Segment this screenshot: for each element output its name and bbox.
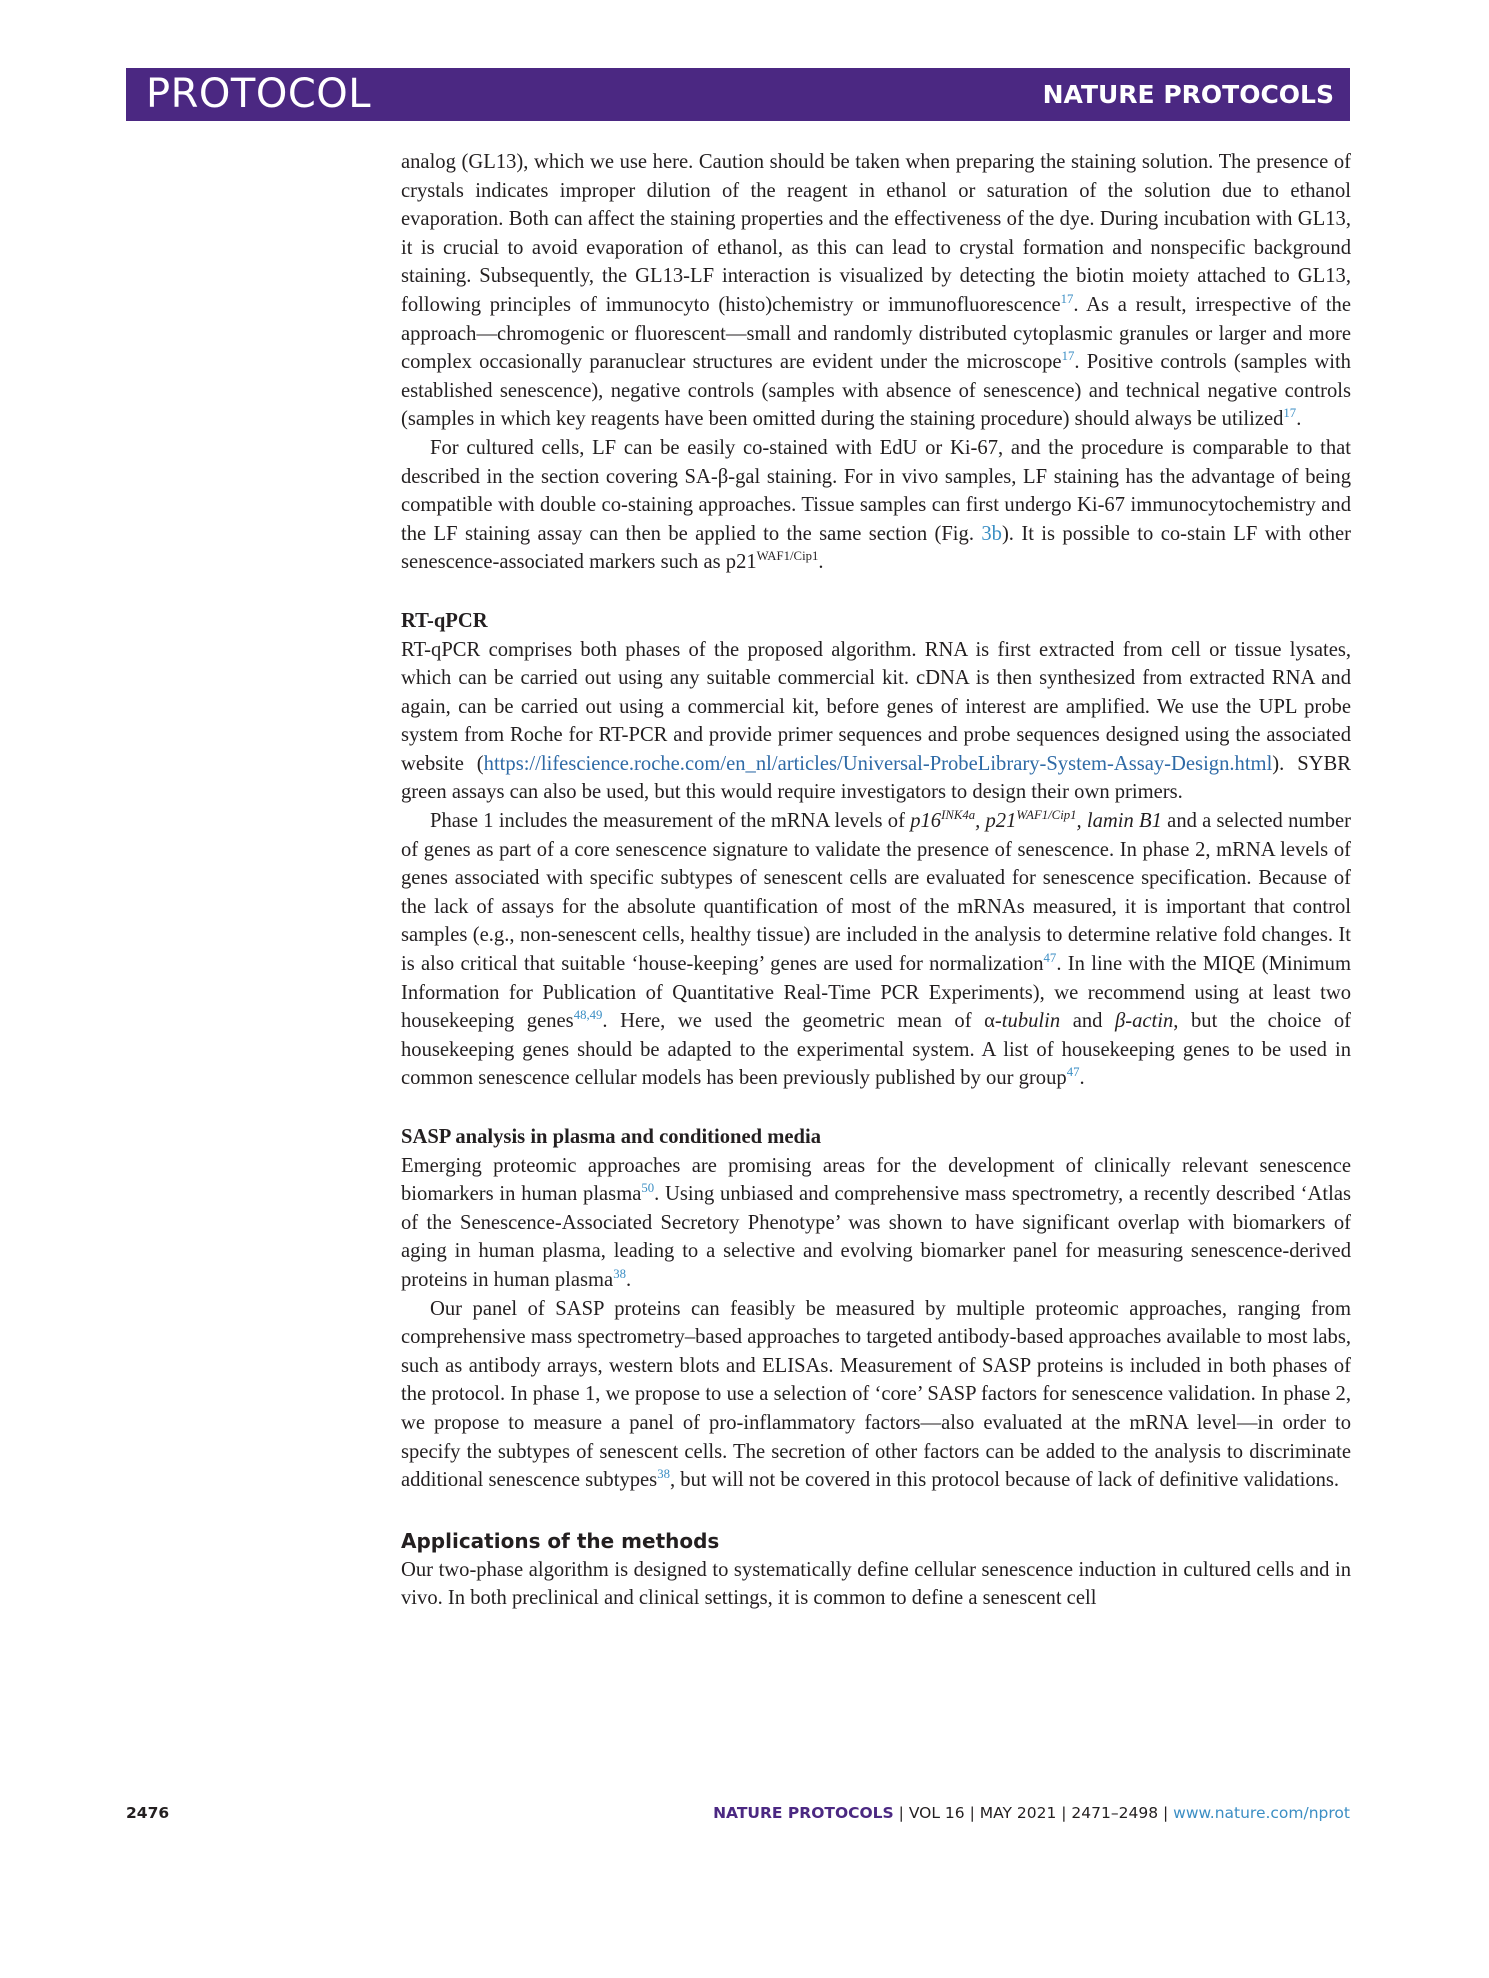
figure-link[interactable]: 3b <box>981 522 1002 545</box>
citation-link[interactable]: 50 <box>641 1181 655 1196</box>
page-number: 2476 <box>126 1804 170 1822</box>
footer-url-link[interactable]: www.nature.com/nprot <box>1173 1804 1350 1822</box>
footer-journal: NATURE PROTOCOLS <box>713 1804 894 1822</box>
citation-link[interactable]: 38 <box>657 1467 670 1482</box>
section-heading-rtqpcr: RT-qPCR <box>401 609 488 632</box>
footer-volume: VOL 16 <box>908 1804 965 1822</box>
paragraph-costaining: For cultured cells, LF can be easily co-stained with EdU or Ki-67, and the procedure is comparable to that described in the section covering SA-β-gal staining. For in vivo samples, LF staining has the advantage of being compatible with double co-staining approaches. Tissue samples can first undergo Ki-67 immunocytochemistry and the LF staining assay can then be applied to the same section (Fig. 3b). It is possible to co-stain LF with other senescence-associated markers such as $p21^{WAF1/Cip1}$. <box>401 436 1351 574</box>
section-heading-applications: Applications of the methods <box>401 1528 720 1553</box>
footer-citation: NATURE PROTOCOLS | VOL 16 | MAY 2021 | 2471–2498 | www.nature.com/nprot <box>713 1804 1350 1822</box>
header-banner <box>126 68 1350 121</box>
paragraph-applications: Our two-phase algorithm is designed to systematically define cellular senescence induction in cultured cells and in vivo. In both preclinical and clinical settings, it is common to define a senescent cell <box>401 1558 1351 1610</box>
paragraph-rtqpcr-intro: RT-qPCR comprises both phases of the proposed algorithm. RNA is first extracted from cell or tissue lysates, which can be carried out using any suitable commercial kit. cDNA is then synthesized from extracted RNA and again, can be carried out using a commercial kit, before genes of interest are amplified. We use the UPL probe system from Roche for RT-PCR and provide primer sequences and probe sequences designed using the associated website (https://lifescience.roche.com/en_nl/articles/Universal-ProbeLibrary-System-Assay-Design.html). SYBR green assays can also be used, but this would require investigators to design their own primers. <box>401 638 1351 804</box>
citation-link[interactable]: 17 <box>1061 349 1075 364</box>
footer-date: MAY 2021 <box>979 1804 1057 1822</box>
roche-upl-link[interactable]: https://lifescience.roche.com/en_nl/articles/Universal-ProbeLibrary-System-Assay-Design.html <box>483 752 1273 775</box>
citation-link[interactable]: 17 <box>1283 406 1297 421</box>
citation-link[interactable]: 17 <box>1060 292 1074 307</box>
journal-name: NATURE PROTOCOLS <box>1042 80 1334 109</box>
citation-link[interactable]: 38 <box>613 1267 626 1282</box>
paragraph-sasp-panel: Our panel of SASP proteins can feasibly be measured by multiple proteomic approaches, ranging from comprehensive mass spectrometry–based approaches to targeted antibody-based approaches available to most labs, such as antibody arrays, western blots and ELISAs. Measurement of SASP proteins is included in both phases of the protocol. In phase 1, we propose to use a selection of ‘core’ SASP factors for senescence validation. In phase 2, we propose to measure a panel of pro-inflammatory factors—also evaluated at the mRNA level—in order to specify the subtypes of senescent cells. The secretion of other factors can be added to the analysis to discriminate additional senescence subtypes$^{38}$, but will not be covered in this protocol because of lack of definitive validations. <box>401 1297 1351 1492</box>
section-label: PROTOCOL <box>146 71 372 117</box>
citation-link[interactable]: 47 <box>1066 1065 1080 1080</box>
footer-pages: 2471–2498 <box>1071 1804 1159 1822</box>
paragraph-rtqpcr-phases: Phase 1 includes the measurement of the mRNA levels of $p16^{INK4a}$, $p21^{WAF1/Cip1}$, lamin B1 and a selected number of genes as part of a core senescence signature to validate the presence of senescence. In phase 2, mRNA levels of genes associated with specific subtypes of senescent cells are evaluated for senescence specification. Because of the lack of assays for the absolute quantification of most of the mRNAs measured, it is important that control samples (e.g., non-senescent cells, healthy tissue) are included in the analysis to determine relative fold changes. It is also critical that suitable ‘house-keeping’ genes are used for normalization$^{47}$. In line with the MIQE (Minimum Information for Publication of Quantitative Real-Time PCR Experiments), we recommend using at least two housekeeping genes$^{48,49}$. Here, we used the geometric mean of α-tubulin and β-actin, but the choice of housekeeping genes should be adapted to the experimental system. A list of housekeeping genes to be used in common senescence cellular models has been previously published by our group$^{47}$. <box>401 808 1352 1090</box>
paragraph-gl13: analog (GL13), which we use here. Caution should be taken when preparing the staining solution. The presence of crystals indicates improper dilution of the reagent in ethanol or saturation of the solution due to ethanol evaporation. Both can affect the staining properties and the effectiveness of the dye. During incubation with GL13, it is crucial to avoid evaporation of ethanol, as this can lead to crystal formation and nonspecific background staining. Subsequently, the GL13-LF interaction is visualized by detecting the biotin moiety attached to GL13, following principles of immunocyto (histo)chemistry or immunofluorescence$^{17}$. As a result, irrespective of the approach—chromogenic or fluorescent—small and randomly distributed cytoplasmic granules or larger and more complex occasionally paranuclear structures are evident under the microscope$^{17}$. Positive controls (samples with established senescence), negative controls (samples with absence of senescence) and technical negative controls (samples in which key reagents have been omitted during the staining procedure) should always be utilized$^{17}$. <box>401 151 1351 431</box>
paragraph-sasp-proteomics: Emerging proteomic approaches are promising areas for the development of clinically relevant senescence biomarkers in human plasma$^{50}$. Using unbiased and comprehensive mass spectrometry, a recently described ‘Atlas of the Senescence-Associated Secretory Phenotype’ was shown to have significant overlap with biomarkers of aging in human plasma, leading to a selective and evolving biomarker panel for measuring senescence-derived proteins in human plasma$^{38}$. <box>401 1154 1351 1291</box>
section-heading-sasp: SASP analysis in plasma and conditioned media <box>401 1126 821 1148</box>
citation-link[interactable]: 47 <box>1043 951 1057 966</box>
citation-link[interactable]: 48,49 <box>573 1008 603 1023</box>
article-body <box>401 148 1351 1613</box>
